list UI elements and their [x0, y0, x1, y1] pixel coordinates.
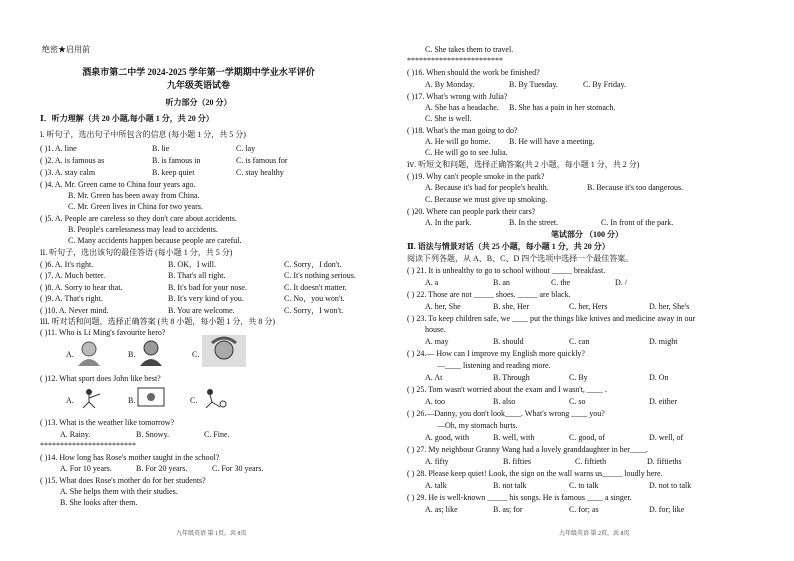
q12-stem: ( )12. What sport does John like best?: [40, 374, 161, 383]
q18-b: B. He will have a meeting.: [509, 137, 595, 146]
section-iii-instruction: ⅲ. 听对话和问题，选择正确答案 (共 8 小题，每小题 1 分，共 8 分): [40, 317, 276, 326]
q15-c: C. She takes them to travel.: [425, 45, 514, 54]
q22-stem: ( ) 22. Those are not _____ shoes. _____ are black.: [407, 290, 571, 299]
q26-c: C. good, of: [569, 433, 605, 442]
q28-c: C. to talk: [569, 481, 599, 490]
q14-stem: ( )14. How long has Rose's mother taught in the school?: [40, 453, 220, 462]
q29-b: B. as; for: [493, 505, 523, 514]
q19-stem: ( )19. Why can't people smoke in the park?: [407, 172, 545, 181]
page-footer: 九年级英语 第 2页，共 8页: [559, 531, 630, 537]
q24-stem: ( ) 24.— How can I improve my English more quickly?: [407, 349, 585, 358]
q20-a: A. In the park.: [425, 218, 472, 227]
q15-a: A. She helps them with their studies.: [60, 487, 178, 496]
section-iv-instruction: ⅳ. 听短文和问题，选择正确答案(共 2 小题，每小题 1 分，共 2 分): [407, 160, 640, 169]
q29-d: D. for; like: [649, 505, 685, 514]
q8-a: ( )8. A. Sorry to hear that.: [40, 283, 123, 292]
secret-label: 绝密★启用前: [42, 45, 90, 54]
q25-stem: ( ) 25. Tom wasn't worried about the exam and I wasn't, ____ .: [407, 385, 607, 394]
q18-c: C. He will go to see Julia.: [425, 148, 508, 157]
q6-a: ( )6. A. It's right.: [40, 260, 94, 269]
q14-b: B. For 20 years.: [136, 464, 188, 473]
q15-stem: ( )15. What does Rose's mother do for her students?: [40, 476, 206, 485]
q26-cont: —Oh, my stomach hurts.: [437, 421, 518, 430]
section-ii-instruction: ⅱ. 听句子，选出该句的最佳答语 (每小题 1 分，共 5 分): [40, 248, 233, 257]
q28-stem: ( ) 28. Please keep quiet! Look, the sign on the wall warns us_____ loudly here.: [407, 469, 663, 478]
q28-d: D. not to talk: [649, 481, 692, 490]
q26-b: B. well, with: [493, 433, 535, 442]
q2-b: B. is famous in: [152, 156, 201, 165]
q1-b: B. lie: [152, 144, 170, 153]
q6-b: B. OK，I will.: [168, 260, 216, 269]
q17-a: A. She has a headache.: [425, 103, 499, 112]
q7-b: B. That's all right.: [168, 271, 226, 280]
q23-a: A. may: [425, 337, 449, 346]
q25-d: D. either: [649, 397, 677, 406]
right-page: [397, 0, 794, 561]
q23-d: D. might: [649, 337, 678, 346]
q25-a: A. too: [425, 397, 445, 406]
q16-c: C. By Friday.: [583, 80, 627, 89]
q3-a: ( )3. A. stay calm: [40, 168, 96, 177]
q15-b: B. She looks after them.: [60, 498, 138, 507]
q9-a: ( )9. A. That's right.: [40, 294, 103, 303]
q26-stem: ( ) 26.—Danny, you don't look____. What's wrong ____ you?: [407, 409, 605, 418]
q24-d: D. On: [649, 373, 669, 382]
q21-b: B. an: [493, 278, 510, 287]
q27-b: B. fifties: [503, 457, 531, 466]
q11-option-b-label: B.: [128, 350, 136, 359]
q29-c: C. for; as: [569, 505, 599, 514]
q14-c: C. For 30 years.: [212, 464, 264, 473]
q13-c: C. Fine.: [204, 430, 230, 439]
q9-b: B. It's very kind of you.: [168, 294, 244, 303]
q23-stem: ( ) 23. To keep children safe, we ____ put the things like knives and medicine away in our: [407, 314, 696, 323]
q12-option-a-label: A.: [66, 396, 74, 405]
q19-b: B. Because it's too dangerous.: [587, 183, 684, 192]
q13-b: B. Snowy.: [136, 430, 170, 439]
page-footer: 九年级英语 第 1页，共 8页: [176, 531, 247, 537]
q8-b: B. It's bad for your nose.: [168, 283, 247, 292]
q9-c: C. No，you won't.: [284, 294, 345, 303]
q23-b: B. should: [493, 337, 524, 346]
q7-a: ( )7. A. Much better.: [40, 271, 106, 280]
written-header: 笔试部分 （100 分）: [551, 230, 623, 239]
q11-option-a-label: A.: [66, 350, 74, 359]
q24-b: B. Through: [493, 373, 530, 382]
q2-a: ( )2. A. is famous as: [40, 156, 105, 165]
part2-instruction: 阅读下列各题，从 A、B、C、D 四个选项中选择一个最佳答案。: [407, 254, 634, 263]
q27-stem: ( ) 27. My neighbour Granny Wang had a lovely granddaughter in her____.: [407, 445, 648, 454]
q26-a: A. good, with: [425, 433, 469, 442]
q21-stem: ( ) 21. It is unhealthy to go to school without _____ breakfast.: [407, 266, 606, 275]
q13-a: A. Rainy.: [60, 430, 91, 439]
q24-cont: —____ listening and reading more.: [437, 361, 551, 370]
q4-b: B. Mr. Green has been away from China.: [68, 191, 200, 200]
listening-header: 听力部分（20 分）: [165, 98, 232, 107]
portrait-a-image: [76, 338, 102, 366]
q20-stem: ( )20. Where can people park their cars?: [407, 207, 536, 216]
stars-divider: ************************: [407, 56, 503, 65]
q3-c: C. stay healthy: [236, 168, 284, 177]
q16-stem: ( )16. When should the work be finished?: [407, 68, 540, 77]
q5-b: B. People's carelessness may lead to accidents.: [68, 225, 218, 234]
q19-a: A. Because it's bad for people's health.: [425, 183, 549, 192]
q10-a: ( )10. A. Never mind.: [40, 306, 109, 315]
q1-a: ( )1. A. line: [40, 144, 77, 153]
q29-stem: ( ) 29. He is well-known _____ his songs. He is famous ____ a singer.: [407, 493, 632, 502]
q4-c: C. Mr. Green lives in China for two years.: [68, 202, 203, 211]
q28-a: A. talk: [425, 481, 447, 490]
q10-c: C. Sorry，I won't.: [284, 306, 344, 315]
q21-c: C. the: [551, 278, 571, 287]
q14-a: A. For 10 years.: [60, 464, 112, 473]
q17-b: B. She has a pain in her stomach.: [509, 103, 616, 112]
q27-d: D. fiftieths: [647, 457, 682, 466]
q3-b: B. keep quiet: [152, 168, 195, 177]
q28-b: B. not talk: [493, 481, 527, 490]
q11-option-c-label: C.: [192, 350, 200, 359]
school-title: 酒泉市第二中学 2024-2025 学年第一学期期中学业水平评价: [82, 67, 315, 77]
q17-stem: ( )17. What's wrong with Julia?: [407, 92, 508, 101]
q23-cont: house.: [425, 325, 446, 334]
q6-c: C. Sorry，I don't.: [284, 260, 342, 269]
q19-c: C. Because we must give up smoking.: [425, 195, 548, 204]
q5-c: C. Many accidents happen because people are careful.: [68, 236, 242, 245]
q11-stem: ( )11. Who is Li Ming's favourite hero?: [40, 328, 166, 337]
q24-c: C. By: [569, 373, 588, 382]
q17-c: C. She is well.: [425, 114, 472, 123]
q29-a: A. as; like: [425, 505, 458, 514]
portrait-c-image: [202, 335, 246, 367]
exam-subtitle: 九年级英语试卷: [166, 80, 230, 90]
q16-a: A. By Monday.: [425, 80, 475, 89]
q16-b: B. By Tuesday.: [509, 80, 558, 89]
q22-d: D. her, She's: [649, 302, 690, 311]
q25-c: C. so: [569, 397, 586, 406]
q21-d: D. /: [615, 278, 627, 287]
q2-c: C. is famous for: [236, 156, 288, 165]
q22-a: A. her, She: [425, 302, 461, 311]
stars-divider: ************************: [40, 441, 136, 450]
q12-option-c-label: C.: [190, 396, 198, 405]
q25-b: B. also: [493, 397, 516, 406]
portrait-b-image: [138, 338, 164, 366]
q24-a: A. At: [425, 373, 443, 382]
q1-c: C. lay: [236, 144, 256, 153]
q23-c: C. can: [569, 337, 590, 346]
q5-a: ( )5. A. People are careless so they don't care about accidents.: [40, 214, 237, 223]
sport-b-image: [136, 386, 166, 408]
part2-title: Ⅱ. 语法与情景对话（共 25 小题，每小题 1 分，共 20 分）: [407, 242, 610, 251]
section-i-instruction: ⅰ. 听句子，选出句子中所包含的信息 (每小题 1 分，共 5 分): [40, 130, 246, 139]
q22-b: B. she, Her: [493, 302, 529, 311]
q22-c: C. her, Hers: [569, 302, 608, 311]
q21-a: A. a: [425, 278, 439, 287]
q7-c: C. It's nothing serious.: [284, 271, 356, 280]
sport-c-image: [198, 386, 228, 408]
q13-stem: ( )13. What is the weather like tomorrow?: [40, 418, 175, 427]
q8-c: C. It doesn't matter.: [284, 283, 347, 292]
q27-a: A. fifty: [425, 457, 449, 466]
sport-a-image: [74, 386, 104, 408]
q20-b: B. In the street.: [509, 218, 559, 227]
q18-a: A. He will go home.: [425, 137, 491, 146]
q18-stem: ( )18. What's the man going to do?: [407, 126, 518, 135]
q4-a: ( )4. A. Mr. Green came to China four years ago.: [40, 180, 196, 189]
q12-option-b-label: B.: [128, 396, 136, 405]
q10-b: B. You are welcome.: [168, 306, 235, 315]
q20-c: C. In front of the park.: [601, 218, 674, 227]
part1-title: Ⅰ．听力理解（共 20 小题,每小题 1 分，共 20 分）: [40, 114, 214, 123]
q27-c: C. fiftieth: [575, 457, 607, 466]
q26-d: D. well, of: [649, 433, 684, 442]
